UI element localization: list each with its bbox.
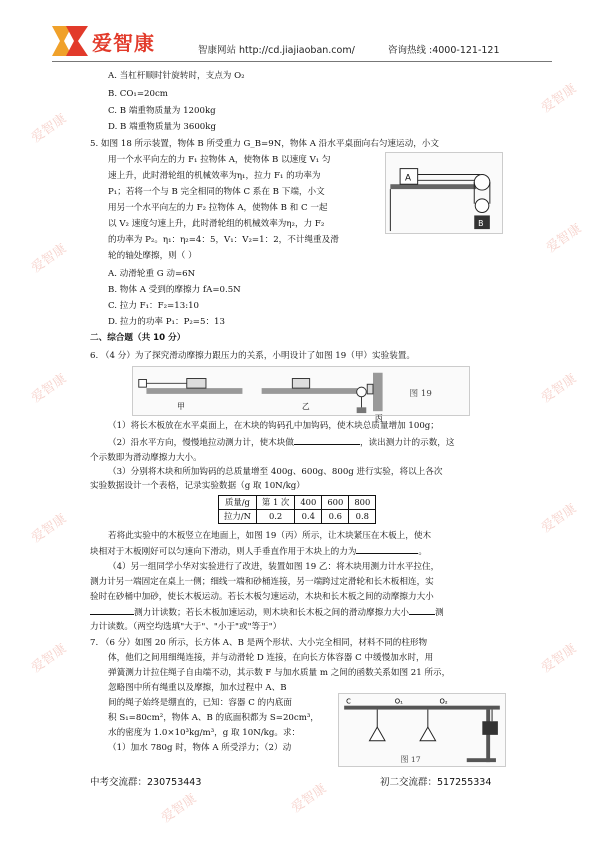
watermark-text: 爱智康 <box>158 791 200 826</box>
answer-blank[interactable] <box>90 606 134 615</box>
q7-line: 7. （6 分）如图 20 所示，长方体 A、B 是两个形状、大小完全相同，材料不同的柱形物 <box>90 638 428 648</box>
watermark-text: 爱智康 <box>28 111 70 146</box>
table-cell: 0.2 <box>256 510 294 524</box>
watermark-text: 爱智康 <box>28 371 70 406</box>
figure-18-pulley <box>385 152 503 234</box>
q4-option-d: D. B 端重物质量为 3600kg <box>108 122 216 132</box>
q7-line: （1）加水 780g 时，物体 A 所受浮力；（2）动 <box>108 743 292 753</box>
q5-line: 的功率为 P₂。η₁：η₂=4：5，V₁：V₂=1：2，不计绳重及滑 <box>108 235 339 245</box>
watermark-text: 爱智康 <box>28 511 70 546</box>
q6-para-4: 若将此实验中的木板竖立在地面上，如图 19（丙）所示，让木块紧压在木板上，使木 <box>108 531 432 541</box>
section-heading: 二、综合题（共 10 分） <box>90 333 186 343</box>
svg-text:B: B <box>478 219 484 229</box>
figure-19-label-yi: 乙 <box>301 402 310 412</box>
watermark-text: 爱智康 <box>538 81 580 116</box>
page-header <box>0 0 595 66</box>
q5-option-b: B. 物体 A 受到的摩擦力 fA=0.5N <box>108 285 241 295</box>
figure-19-label-bing: 丙 <box>374 413 383 423</box>
table-row <box>219 510 376 524</box>
q5-option-d: D. 拉力的功率 P₁：P₂=5：13 <box>108 317 225 327</box>
figure-19-caption: 图 19 <box>409 388 432 399</box>
q6-step-4-cont: 验时在砂桶中加砂，使长木板运动。若长木板匀速运动，木块和长木板之间的动摩擦力大小 <box>90 592 434 602</box>
q4-option-b: B. CO₁=20cm <box>108 89 168 99</box>
q6-step-3-cont: 实验数据设计一个表格，记录实验数据（g 取 10N/kg） <box>90 481 305 491</box>
answer-blank[interactable] <box>356 545 418 554</box>
q6-step-4: （4）另一组同学小华对实验进行了改进，装置如图 19 乙：将木块用测力计水平拉住， <box>108 562 440 572</box>
watermark-text: 爱智康 <box>288 781 330 816</box>
q5-line: P₁；若将一个与 B 完全相同的物体 C 系在 B 下端，小文 <box>108 187 325 197</box>
q7-line: 水的密度为 1.0×10³kg/m³，g 取 10N/kg。求： <box>108 728 301 738</box>
q6-step-4-cont: 力计读数。（两空均选填"大于"、"小于"或"等于"） <box>90 622 282 632</box>
q6-para-4-cont: 块相对于木板刚好可以匀速向下滑动，则人手垂直作用于木块上的力为 。 <box>90 547 428 557</box>
svg-text:C: C <box>346 697 351 706</box>
table-cell: 400 <box>295 496 322 510</box>
table-cell: 第 1 次 <box>256 496 294 510</box>
q6-step-4-cont: 测力计读数；若长木板加速运动，则木块和长木板之间的滑动摩擦力大小 测 <box>90 606 444 619</box>
brand-name: 爱智康 <box>92 31 155 55</box>
data-table <box>218 495 376 524</box>
q5-option-a: A. 动滑轮重 G 动=6N <box>108 269 196 279</box>
q6-step-2-cont: 个示数即为滑动摩擦力大小。 <box>90 453 202 463</box>
table-cell: 拉力/N <box>219 510 257 524</box>
q7-line: 体，他们之间用细绳连接，并与动滑轮 D 连接，在向长方体容器 C 中缓慢加水时，用 <box>108 653 434 663</box>
q7-line: 积 S₁=80cm²，物体 A、B 的底面积都为 S=20cm³， <box>108 713 319 723</box>
q6-step-2: （2）沿水平方向，慢慢地拉动测力计，使木块做 ，读出测力计的示数，这 <box>108 438 455 448</box>
table-cell: 0.8 <box>349 510 376 524</box>
table-cell: 600 <box>322 496 349 510</box>
q5-line: 5. 如图 18 所示装置，物体 B 所受重力 G_B=9N，物体 A 沿水平桌面向右匀速运动，小文 <box>90 139 439 149</box>
q6-intro: 6. （4 分）为了探究滑动摩擦力跟压力的关系，小明设计了如图 19（甲）实验装置。 <box>90 351 415 361</box>
watermark-text: 爱智康 <box>28 641 70 676</box>
brand-logo-icon <box>52 26 88 56</box>
q7-line: 弹簧测力计拉住绳子自由端不动，其示数 F 与加水质量 m 之间的函数关系如图 21 所示， <box>108 668 451 678</box>
q6-step-3: （3）分别将木块和所加钩码的总质量增至 400g、600g、800g 进行实验，将以上各次 <box>108 467 443 477</box>
answer-blank[interactable] <box>409 606 435 615</box>
q4-option-a: A. 当杠杆顺时针旋转时，支点为 O₂ <box>108 71 245 81</box>
table-cell: 质量/g <box>219 496 257 510</box>
figure-17-lever <box>338 693 506 767</box>
q5-line: 轮的轴处摩擦，则（ ） <box>108 251 197 261</box>
watermark-text: 爱智康 <box>538 371 580 406</box>
watermark-text: 爱智康 <box>28 241 70 276</box>
hotline: 咨询热线 :4000-121-121 <box>388 45 500 56</box>
footer-right-group: 初二交流群：517255334 <box>380 777 492 788</box>
figure-19-apparatus <box>132 366 470 423</box>
q6-step-1: （1）将长木板放在水平桌面上，在木块的钩码孔中加钩码，使木块总质量增加 100g； <box>108 421 439 431</box>
footer-left-group: 中考交流群：230753443 <box>90 777 202 788</box>
svg-text:O₂: O₂ <box>439 697 448 706</box>
q4-option-c: C. B 端重物质量为 1200kg <box>108 106 216 116</box>
table-cell: 800 <box>349 496 376 510</box>
q7-line: 忽略图中所有绳重以及摩擦，加水过程中 A、B <box>108 683 287 693</box>
answer-blank[interactable] <box>294 436 360 445</box>
header-divider <box>52 61 552 62</box>
svg-text:O₁: O₁ <box>394 697 403 706</box>
q5-line: 用一个水平向左的力 F₁ 拉物体 A，使物体 B 以速度 V₁ 匀 <box>108 155 331 165</box>
q7-line: 间的绳子始终是绷直的，已知：容器 C 的内底面 <box>108 698 292 708</box>
table-cell: 0.6 <box>322 510 349 524</box>
q5-option-c: C. 拉力 F₁：F₂=13:10 <box>108 301 200 311</box>
site-url[interactable]: 智康网站 http://cd.jiajiaoban.com/ <box>198 45 355 56</box>
watermark-text: 爱智康 <box>538 501 580 536</box>
watermark-text: 爱智康 <box>538 641 580 676</box>
q5-line: 速上升，此时滑轮组的机械效率为η₁，拉力 F₁ 的功率为 <box>108 171 321 181</box>
q5-line: 以 V₂ 速度匀速上升，此时滑轮组的机械效率为η₂，力 F₂ <box>108 219 325 229</box>
watermark-text: 爱智康 <box>543 221 585 256</box>
q6-step-4-cont: 测力计另一端固定在桌上一侧；细线一端和砂桶连接，另一端跨过定滑轮和长木板相连，实 <box>90 577 434 587</box>
figure-19-label-jia: 甲 <box>177 402 185 412</box>
q5-line: 用另一个水平向左的力 F₂ 拉物体 A，使物体 B 和 C 一起 <box>108 203 328 213</box>
table-row <box>219 496 376 510</box>
table-cell: 0.4 <box>295 510 322 524</box>
figure-17-caption: 图 17 <box>400 755 421 765</box>
svg-text:A: A <box>404 173 411 184</box>
